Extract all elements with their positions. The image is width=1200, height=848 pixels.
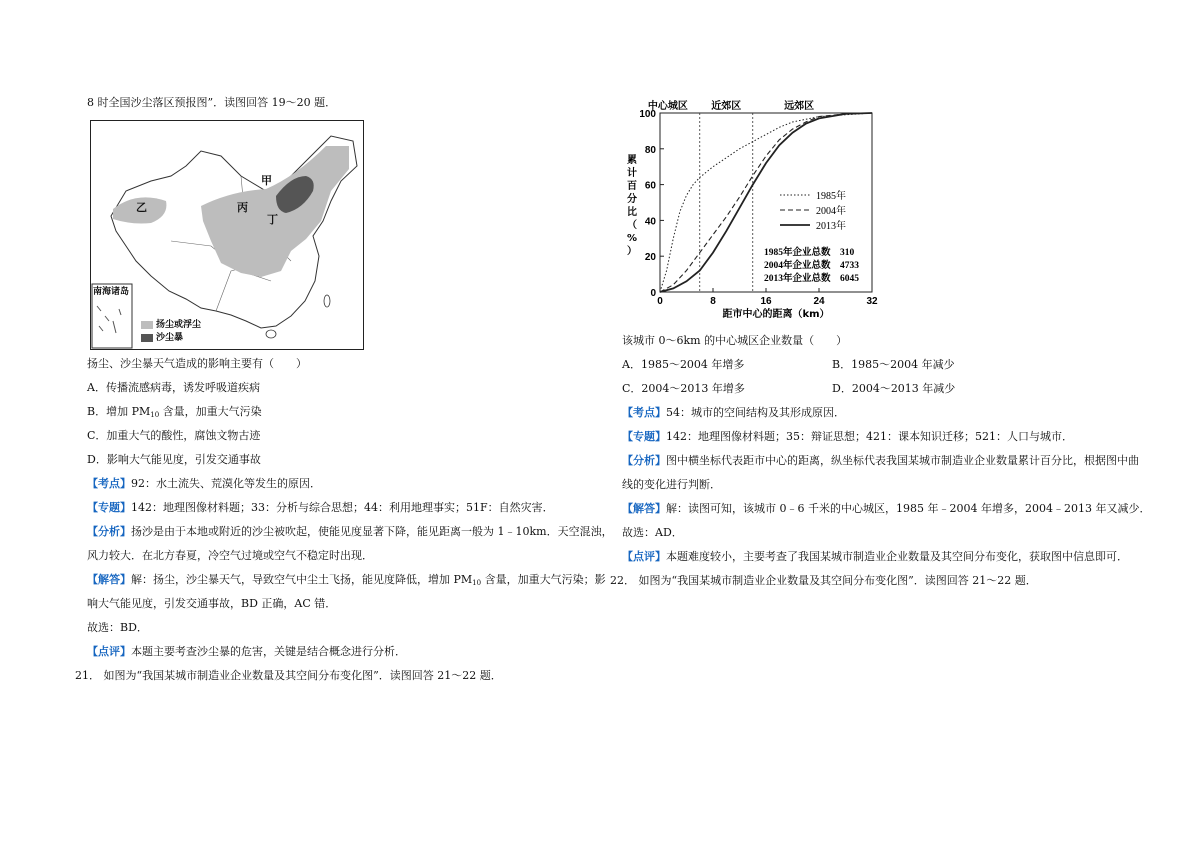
option-b: B．1985～2004 年减少 bbox=[832, 358, 955, 371]
answer-choice: 故选：AD． bbox=[622, 526, 683, 539]
chart-svg bbox=[620, 95, 890, 320]
map-label-jia: 甲 bbox=[261, 174, 272, 187]
map-label-ding: 丁 bbox=[267, 213, 278, 226]
legend-sandstorm-label: 沙尘暴 bbox=[156, 333, 184, 343]
enterprise-total-label: 1985年企业总数 310 bbox=[764, 248, 855, 258]
question-22: 该城市 0～6km 的中心城区企业数量（ ） bbox=[622, 334, 848, 347]
enterprise-total-label: 2013年企业总数 6045 bbox=[764, 274, 860, 284]
y-axis-label-char: 计 bbox=[627, 168, 637, 179]
fenxi-cont: 风力较大．在北方春夏，冷空气过境或空气不稳定时出现． bbox=[87, 549, 373, 562]
x-axis-label: 距市中心的距离（km） bbox=[722, 309, 830, 320]
intro-text: 8 时全国沙尘落区预报图”．读图回答 19～20 题． bbox=[87, 96, 337, 109]
jieda: 【解答】解：扬尘，沙尘暴天气，导致空气中尘土飞扬，能见度降低，增加 $PM_{10}$ 含量，加重大气污染；影 bbox=[87, 573, 606, 587]
y-axis-label-char: 累 bbox=[627, 155, 637, 166]
question-21: 21． 如图为“我国某城市制造业企业数量及其空间分布变化图”．读图回答 21～22 题． bbox=[75, 669, 502, 682]
option-c: C．2004～2013 年增多 bbox=[622, 382, 745, 395]
fenxi-cont: 线的变化进行判断． bbox=[622, 478, 721, 491]
y-axis-label-char: 分 bbox=[627, 194, 637, 205]
option-d: D．影响大气能见度，引发交通事故 bbox=[87, 453, 261, 466]
y-tick-label: 60 bbox=[644, 180, 656, 192]
y-tick-label: 40 bbox=[644, 216, 656, 228]
enterprise-total-label: 2004年企业总数 4733 bbox=[764, 261, 860, 271]
fenxi: 【分析】扬沙是由于本地或附近的沙尘被吹起，使能见度显著下降，能见距离一般为 1﹣10km．天空混浊， bbox=[87, 525, 613, 538]
enterprise-distribution-chart bbox=[620, 95, 890, 320]
option-a: A．传播流感病毒，诱发呼吸道疾病 bbox=[87, 381, 260, 394]
option-d: D．2004～2013 年减少 bbox=[832, 382, 956, 395]
answer-choice: 故选：BD． bbox=[87, 621, 148, 634]
zone-title: 远郊区 bbox=[784, 101, 815, 112]
map-label-yi: 乙 bbox=[136, 201, 147, 214]
dust-forecast-map bbox=[90, 120, 364, 350]
legend-label: 1985年 bbox=[816, 191, 846, 202]
question-22-next: 22． 如图为“我国某城市制造业企业数量及其空间分布变化图”．读图回答 21～22 题． bbox=[610, 574, 1037, 587]
y-axis-label-char: （ bbox=[627, 220, 637, 231]
y-axis-label-char: 百 bbox=[627, 181, 637, 192]
y-axis-label-char: ） bbox=[627, 246, 637, 257]
zone-title: 中心城区 bbox=[647, 101, 688, 112]
option-c: C．加重大气的酸性，腐蚀文物古迹 bbox=[87, 429, 261, 442]
x-tick-label: 8 bbox=[710, 296, 716, 307]
option-b: B．增加 $PM_{10}$ 含量，加重大气污染 bbox=[87, 405, 262, 419]
map-inset-label: 南海诸岛 bbox=[93, 287, 130, 297]
jieda: 【解答】解：读图可知，该城市 0﹣6 千米的中心城区，1985 年﹣2004 年增多，2004﹣2013 年又减少． bbox=[622, 502, 1151, 515]
x-tick-label: 0 bbox=[657, 296, 663, 307]
x-tick-label: 16 bbox=[760, 296, 772, 307]
y-tick-label: 20 bbox=[644, 252, 656, 264]
option-a: A．1985～2004 年增多 bbox=[622, 358, 745, 371]
y-tick-label: 80 bbox=[644, 144, 656, 156]
y-tick-label: 100 bbox=[639, 109, 656, 120]
jieda-cont: 响大气能见度，引发交通事故，BD 正确，AC 错． bbox=[87, 597, 337, 610]
x-tick-label: 32 bbox=[866, 296, 878, 307]
y-axis-label-char: 比 bbox=[627, 207, 637, 218]
y-axis-label-char: % bbox=[626, 233, 638, 244]
y-tick-label: 0 bbox=[650, 288, 656, 299]
zone-title: 近郊区 bbox=[711, 101, 742, 112]
china-map-svg bbox=[91, 121, 363, 349]
dianping: 【点评】本题主要考查沙尘暴的危害，关键是结合概念进行分析． bbox=[87, 645, 406, 658]
zhuanti: 【专题】142：地理图像材料题；33：分析与综合思想；44：利用地理事实；51F：自然灾害． bbox=[87, 501, 554, 514]
legend-dust-label: 扬尘或浮尘 bbox=[156, 320, 202, 330]
dianping: 【点评】本题难度较小，主要考查了我国某城市制造业企业数量及其空间分布变化，获取图中信息即可． bbox=[622, 550, 1128, 563]
zhuanti: 【专题】142：地理图像材料题；35：辩证思想；421：课本知识迁移；521：人口与城市． bbox=[622, 430, 1073, 443]
fenxi: 【分析】图中横坐标代表距市中心的距离，纵坐标代表我国某城市制造业企业数量累计百分比，根据图中曲 bbox=[622, 454, 1139, 467]
kaodian: 【考点】54：城市的空间结构及其形成原因． bbox=[622, 406, 845, 419]
legend-label: 2004年 bbox=[816, 206, 846, 217]
x-tick-label: 24 bbox=[813, 296, 825, 307]
kaodian: 【考点】92：水土流失、荒漠化等发生的原因． bbox=[87, 477, 321, 490]
question-20: 扬尘、沙尘暴天气造成的影响主要有（ ） bbox=[87, 357, 307, 370]
legend-label: 2013年 bbox=[816, 221, 846, 232]
map-label-bing: 丙 bbox=[237, 201, 248, 214]
